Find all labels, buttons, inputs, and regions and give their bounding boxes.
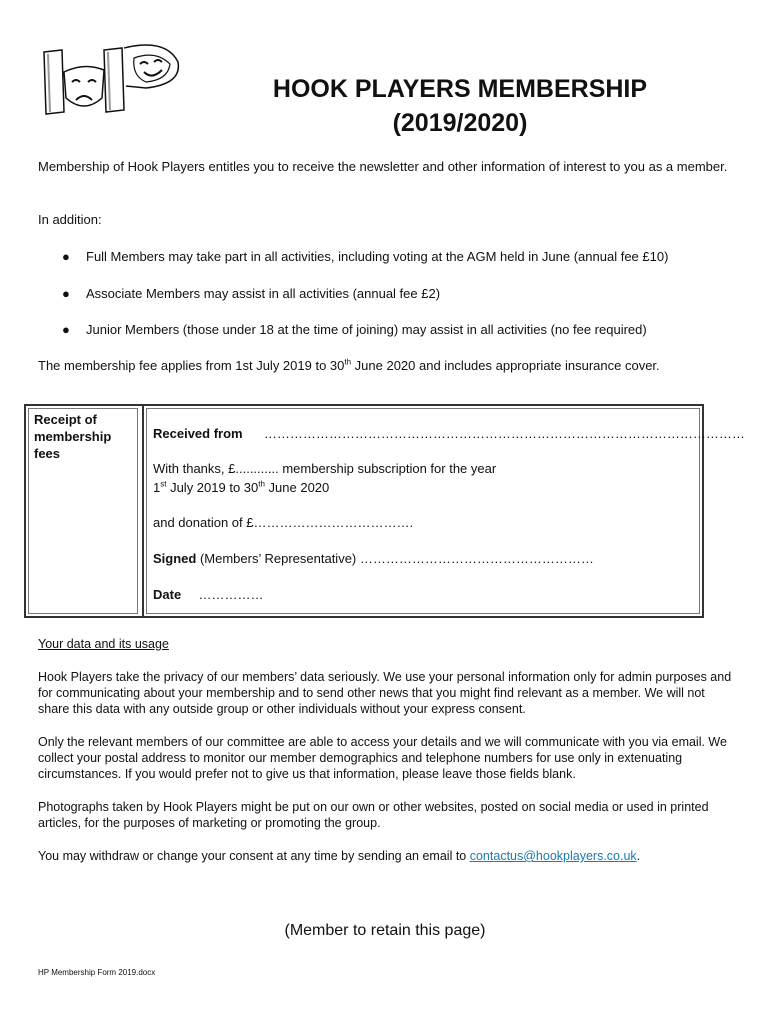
received-from-line [153,425,745,443]
bullet-dot-icon: ● [62,322,70,337]
receipt-details-cell [146,408,745,614]
consent-after: . [636,849,641,863]
receipt-table [24,404,745,618]
fee-period-sup: th [344,357,352,367]
bullet-text: Full Members may take part in all activities, including voting at the AGM held in June (annual fee £10) [86,249,669,264]
date-label: Date [153,587,182,602]
received-from-field[interactable]: ………………………………………………………………………………………………… [263,426,745,441]
data-usage-para-1: Hook Players take the privacy of our members’ data seriously. We use your personal information only for admin purposes and for communicating about your membership and to send other news that you might find relevant as a member. We will not share this data with any outside group or other individuals without your express consent. [38,670,732,716]
title-line-2: (2019/2020) [392,109,528,137]
bullet-dot-icon: ● [62,249,70,264]
bullet-full-members [62,248,742,266]
donation-line[interactable]: and donation of £………………………………. [153,515,414,530]
thanks-sup-1: st [160,479,167,489]
thanks-line-2 [153,479,329,497]
thanks-line-1: With thanks, £............ membership subscription for the year [153,461,497,476]
signed-label: Signed [153,551,197,566]
fee-period-after: June 2020 and includes appropriate insurance cover. [351,358,660,373]
receipt-label: Receipt of membership fees [28,408,138,614]
bullet-dot-icon: ● [62,286,70,301]
date-line[interactable] [153,586,263,604]
data-usage-para-2: Only the relevant members of our committee are able to access your details and we will communicate with you via email. We collect your postal address to monitor our member demographics and telephone numbers for use only in extenuating circumstances. If you would prefer not to give us that information, please leave those fields blank. [38,735,727,781]
thanks-day-1: 1 [153,480,161,495]
signed-rest: (Members’ Representative) ……………………………………………… [196,551,594,566]
signed-line[interactable] [153,550,594,568]
receipt-label-cell [26,406,144,616]
consent-before: You may withdraw or change your consent at any time by sending an email to [38,849,470,863]
page-title [230,72,690,140]
thanks-middle: July 2019 to 30 [166,480,259,495]
bullet-junior-members [62,321,742,339]
date-field: …………… [198,587,264,602]
received-from-label: Received from [153,426,243,441]
contact-email-link[interactable]: contactus@hookplayers.co.uk [469,849,637,863]
title-line-1: HOOK PLAYERS MEMBERSHIP [272,75,648,103]
fee-period-before: The membership fee applies from 1st July 2019 to 30 [38,358,345,373]
retain-note: (Member to retain this page) [284,922,486,939]
bullet-text: Junior Members (those under 18 at the time of joining) may assist in all activities (no fee required) [86,322,647,337]
thanks-sup-2: th [258,479,265,489]
footer-filename: HP Membership Form 2019.docx [38,968,156,977]
consent-withdraw-text [38,848,738,864]
bullet-text: Associate Members may assist in all activities (annual fee £2) [86,286,441,301]
bullet-associate-members [62,285,742,303]
hook-players-logo [36,40,186,120]
in-addition-text: In addition: [38,212,102,227]
fee-period-text [38,357,728,375]
intro-text: Membership of Hook Players entitles you to receive the newsletter and other information of interest to you as a member. [38,159,728,174]
data-usage-heading: Your data and its usage [38,637,169,651]
thanks-end: June 2020 [264,480,330,495]
data-usage-para-3: Photographs taken by Hook Players might be put on our own or other websites, posted on social media or used in printed articles, for the purposes of marketing or promoting the group. [38,800,709,830]
